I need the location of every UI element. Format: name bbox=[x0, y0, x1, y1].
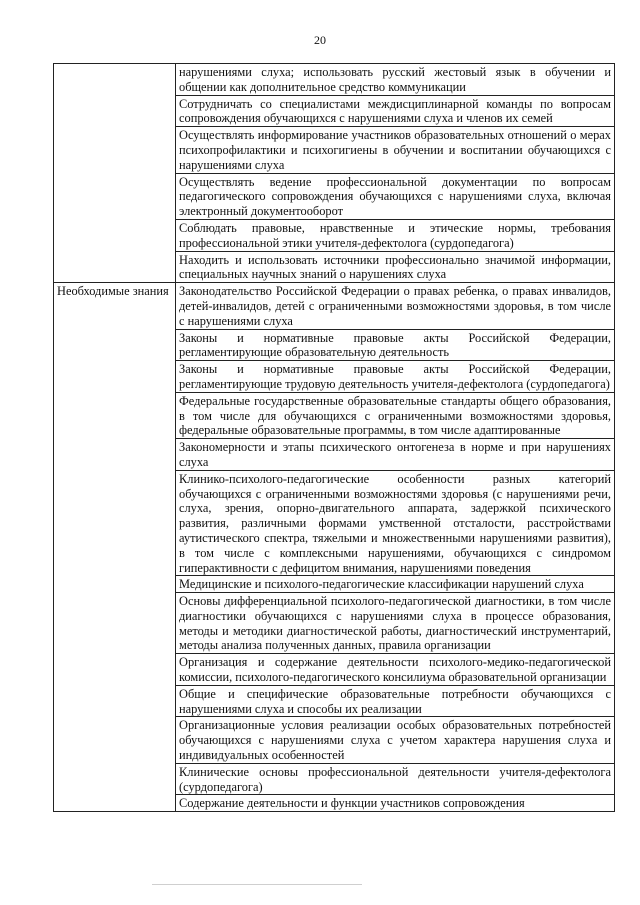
row-text-cell: Медицинские и психолого-педагогические классификации нарушений слуха bbox=[176, 576, 615, 593]
row-text-cell: Закономерности и этапы психического онтогенеза в норме и при нарушениях слуха bbox=[176, 439, 615, 471]
row-text-cell: Клинико-психолого-педагогические особенности разных категорий обучающихся с ограниченными возможностями здоровья (с нарушениями речи, слуха, зрения, опорно-двигательного аппарата, задержкой психического развития, различными формами умственной отсталости, расстройствами аутистического спектра, тяжелыми и множественными нарушениями развития), в том числе с комплексными нарушениями, обучающихся с синдромом гиперактивности с дефицитом внимания, нарушениями поведения bbox=[176, 470, 615, 576]
table-row bbox=[54, 283, 615, 329]
row-text-cell: Осуществлять ведение профессиональной документации по вопросам педагогического сопровождения обучающихся с нарушениями слуха, включая электронный документооборот bbox=[176, 173, 615, 219]
page-number: 20 bbox=[314, 33, 326, 47]
footer-rule bbox=[152, 884, 362, 885]
row-text-cell: Клинические основы профессиональной деятельности учителя-дефектолога (сурдопедагога) bbox=[176, 763, 615, 795]
row-text-cell: Соблюдать правовые, нравственные и этические нормы, требования профессиональной этики учителя-дефектолога (сурдопедагога) bbox=[176, 219, 615, 251]
row-label-cell bbox=[54, 64, 176, 283]
row-text-cell: Законы и нормативные правовые акты Российской Федерации, регламентирующие трудовую деятельность учителя-дефектолога (сурдопедагога) bbox=[176, 361, 615, 393]
row-text-cell: Основы дифференциальной психолого-педагогической диагностики, в том числе диагностики обучающихся с нарушениями слуха в процессе образования, методы и методики диагностической работы, диагностический инструментарий, методы анализа полученных данных, правила организации bbox=[176, 593, 615, 654]
row-text-cell: Законодательство Российской Федерации о правах ребенка, о правах инвалидов, детей-инвалидов, детей с ограниченными возможностями здоровья, в том числе с нарушениями слуха bbox=[176, 283, 615, 329]
row-text-cell: Федеральные государственные образовательные стандарты общего образования, в том числе для обучающихся с ограниченными возможностями здоровья, федеральные образовательные программы, в том числе адаптированные bbox=[176, 392, 615, 438]
row-text-cell: Организация и содержание деятельности психолого-медико-педагогической комиссии, психолого-педагогического консилиума образовательной организации bbox=[176, 654, 615, 686]
row-text-cell: Общие и специфические образовательные потребности обучающихся с нарушениями слуха и способы их реализации bbox=[176, 685, 615, 717]
row-text-cell: Организационные условия реализации особых образовательных потребностей обучающихся с нарушениями слуха с учетом характера нарушения слуха и индивидуальных особенностей bbox=[176, 717, 615, 763]
requirements-table bbox=[53, 63, 615, 812]
row-text-cell: Сотрудничать со специалистами междисциплинарной команды по вопросам сопровождения обучающихся с нарушениями слуха и членов их семей bbox=[176, 95, 615, 127]
requirements-table-body bbox=[54, 64, 615, 812]
section-label-required-knowledge: Необходимые знания bbox=[54, 283, 176, 812]
row-text-cell: Содержание деятельности и функции участников сопровождения bbox=[176, 795, 615, 812]
row-text-cell: Осуществлять информирование участников образовательных отношений о мерах психопрофилактики и психогигиены в обучении и воспитании обучающихся с нарушениями слуха bbox=[176, 127, 615, 173]
row-text-cell: Находить и использовать источники профессионально значимой информации, специальных научных знаний о нарушениях слуха bbox=[176, 251, 615, 283]
row-text-cell: Законы и нормативные правовые акты Российской Федерации, регламентирующие образовательную деятельность bbox=[176, 329, 615, 361]
row-text-cell: нарушениями слуха; использовать русский жестовый язык в обучении и общении как дополнительное средство коммуникации bbox=[176, 64, 615, 96]
table-row bbox=[54, 64, 615, 96]
